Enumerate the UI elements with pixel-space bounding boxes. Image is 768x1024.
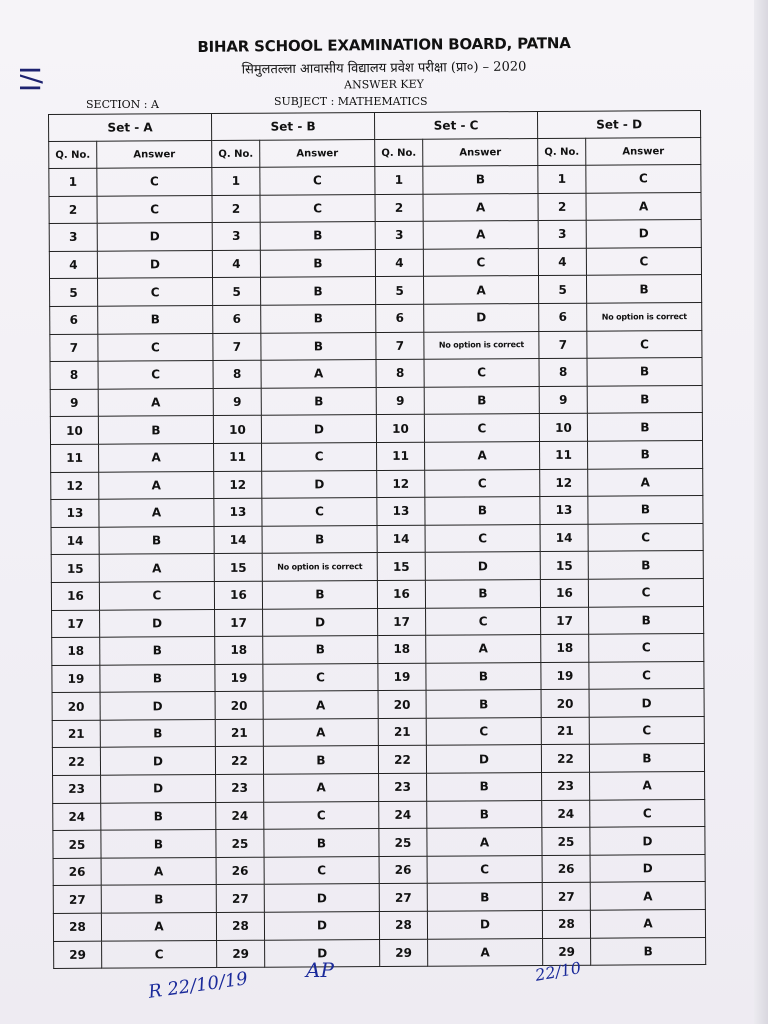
answer-set-b: B <box>263 746 378 774</box>
answer-set-c: A <box>425 441 540 469</box>
answer-set-a: B <box>98 416 213 444</box>
answer-set-a: D <box>97 250 212 278</box>
question-number-set-c: 15 <box>377 553 425 581</box>
column-header-row <box>49 138 701 169</box>
question-number-set-c: 26 <box>379 856 427 884</box>
table-row <box>50 275 702 307</box>
answer-set-d: B <box>588 440 703 468</box>
answer-set-a: C <box>98 333 213 361</box>
answer-set-d: C <box>589 634 704 662</box>
answer-set-c: B <box>426 662 541 690</box>
answer-header: Answer <box>97 141 212 169</box>
table-row <box>53 827 705 859</box>
answer-set-c: B <box>425 497 540 525</box>
set-c-header: Set - C <box>375 112 538 140</box>
table-row <box>53 854 705 886</box>
answer-set-b: B <box>260 222 375 250</box>
question-number-set-c: 16 <box>377 580 425 608</box>
question-number-set-a: 23 <box>53 775 101 803</box>
table-row <box>53 799 705 831</box>
set-header-row <box>49 111 701 142</box>
question-number-set-c: 18 <box>378 635 426 663</box>
answer-set-c: A <box>427 828 542 856</box>
answer-set-a: B <box>100 664 215 692</box>
answer-table <box>48 110 706 969</box>
answer-set-d: B <box>589 606 704 634</box>
question-number-set-b: 25 <box>216 829 264 857</box>
answer-set-d: C <box>588 523 703 551</box>
answer-set-d: C <box>590 799 705 827</box>
answer-set-b: A <box>263 691 378 719</box>
answer-set-c: C <box>423 248 538 276</box>
question-number-set-c: 7 <box>376 332 424 360</box>
answer-set-d: B <box>587 413 702 441</box>
answer-set-a: C <box>98 361 213 389</box>
answer-set-c: B <box>423 166 538 194</box>
answer-set-b: A <box>261 360 376 388</box>
answer-set-c: A <box>423 221 538 249</box>
question-number-set-c: 20 <box>378 690 426 718</box>
answer-set-c: B <box>426 690 541 718</box>
question-number-set-d: 15 <box>540 552 588 580</box>
answer-set-b: A <box>263 718 378 746</box>
answer-set-b: C <box>263 663 378 691</box>
answer-set-d: D <box>586 220 701 248</box>
answer-set-a: C <box>99 581 214 609</box>
table-row <box>49 247 701 279</box>
question-number-set-a: 24 <box>53 803 101 831</box>
question-number-set-a: 9 <box>50 389 98 417</box>
margin-handwritten-mark: I/I <box>14 66 47 92</box>
answer-set-a: B <box>101 802 216 830</box>
question-number-set-c: 1 <box>375 166 423 194</box>
answer-set-d: C <box>589 716 704 744</box>
question-number-set-d: 7 <box>539 331 587 359</box>
answer-set-b: C <box>260 167 375 195</box>
question-number-set-a: 13 <box>51 499 99 527</box>
question-number-set-c: 29 <box>380 939 428 967</box>
answer-set-a: C <box>102 940 217 968</box>
question-number-set-a: 11 <box>51 444 99 472</box>
question-number-set-c: 8 <box>376 359 424 387</box>
answer-set-b: B <box>261 332 376 360</box>
table-row <box>50 385 702 417</box>
question-number-set-b: 4 <box>212 250 260 278</box>
table-row <box>51 440 703 472</box>
table-row <box>53 910 705 942</box>
answer-set-b: D <box>264 912 379 940</box>
question-number-set-d: 10 <box>539 414 587 442</box>
table-row <box>49 192 701 224</box>
question-number-set-a: 6 <box>50 306 98 334</box>
question-number-set-b: 3 <box>212 222 260 250</box>
question-number-set-c: 10 <box>376 415 424 443</box>
question-number-set-b: 27 <box>216 885 264 913</box>
question-number-set-d: 21 <box>541 717 589 745</box>
question-number-set-b: 26 <box>216 857 264 885</box>
answer-set-b: D <box>261 415 376 443</box>
table-row <box>52 606 704 638</box>
question-number-set-d: 12 <box>540 469 588 497</box>
table-row <box>52 661 704 693</box>
answer-set-a: B <box>101 830 216 858</box>
answer-set-b: B <box>261 387 376 415</box>
question-number-set-c: 22 <box>378 746 426 774</box>
table-row <box>50 358 702 390</box>
question-number-set-c: 24 <box>379 801 427 829</box>
answer-set-d: B <box>589 744 704 772</box>
answer-set-b: B <box>260 249 375 277</box>
question-number-set-d: 14 <box>540 524 588 552</box>
q-no-header: Q. No. <box>538 138 586 165</box>
question-number-set-c: 9 <box>376 387 424 415</box>
table-row <box>51 468 703 500</box>
question-number-set-a: 27 <box>53 886 101 914</box>
question-number-set-d: 13 <box>540 496 588 524</box>
answer-set-a: A <box>99 554 214 582</box>
question-number-set-b: 13 <box>214 498 262 526</box>
answer-set-c: D <box>424 303 539 331</box>
question-number-set-b: 12 <box>214 471 262 499</box>
question-number-set-d: 11 <box>540 441 588 469</box>
question-number-set-a: 28 <box>53 913 101 941</box>
question-number-set-b: 24 <box>216 802 264 830</box>
question-number-set-a: 5 <box>50 279 98 307</box>
answer-set-c: D <box>426 745 541 773</box>
official-signature: 22/10 <box>533 958 583 985</box>
answer-set-a: C <box>98 278 213 306</box>
question-number-set-c: 12 <box>377 470 425 498</box>
answer-set-d: B <box>591 937 706 965</box>
answer-set-b: A <box>264 774 379 802</box>
document-type: ANSWER KEY <box>344 77 424 92</box>
table-row <box>52 744 704 776</box>
answer-set-b: C <box>260 194 375 222</box>
section-label: SECTION : A <box>86 98 159 111</box>
question-number-set-b: 22 <box>215 747 263 775</box>
answer-set-c: No option is correct <box>424 331 539 359</box>
answer-set-c: A <box>424 276 539 304</box>
answer-set-d: B <box>588 496 703 524</box>
question-number-set-a: 17 <box>52 610 100 638</box>
answer-set-d: A <box>590 910 705 938</box>
question-number-set-b: 6 <box>213 305 261 333</box>
answer-set-a: A <box>101 857 216 885</box>
answer-set-b: D <box>262 470 377 498</box>
question-number-set-b: 29 <box>217 940 265 968</box>
question-number-set-a: 8 <box>50 361 98 389</box>
answer-set-d: B <box>587 275 702 303</box>
question-number-set-a: 16 <box>51 582 99 610</box>
answer-set-d: A <box>590 882 705 910</box>
table-row <box>53 772 705 804</box>
answer-set-b: C <box>262 498 377 526</box>
answer-set-c: C <box>424 414 539 442</box>
answer-set-d: A <box>588 468 703 496</box>
question-number-set-d: 22 <box>541 745 589 773</box>
table-row <box>54 937 706 969</box>
question-number-set-a: 18 <box>52 637 100 665</box>
answer-header: Answer <box>260 140 375 168</box>
answer-set-c: C <box>425 524 540 552</box>
paper-edge <box>754 0 768 1024</box>
answer-set-a: B <box>98 305 213 333</box>
answer-set-a: B <box>101 885 216 913</box>
question-number-set-a: 10 <box>50 417 98 445</box>
question-number-set-c: 21 <box>378 718 426 746</box>
question-number-set-a: 22 <box>52 748 100 776</box>
table-row <box>51 523 703 555</box>
question-number-set-c: 11 <box>377 442 425 470</box>
answer-set-c: C <box>427 855 542 883</box>
answer-set-b: C <box>264 801 379 829</box>
answer-set-d: B <box>587 358 702 386</box>
answer-set-d: C <box>586 165 701 193</box>
question-number-set-b: 14 <box>214 526 262 554</box>
answer-set-b: C <box>262 442 377 470</box>
q-no-header: Q. No. <box>375 139 423 166</box>
answer-set-c: C <box>426 717 541 745</box>
table-row <box>50 302 702 334</box>
question-number-set-a: 29 <box>54 941 102 969</box>
question-number-set-a: 21 <box>52 720 100 748</box>
question-number-set-d: 6 <box>539 303 587 331</box>
question-number-set-b: 15 <box>214 554 262 582</box>
question-number-set-c: 17 <box>378 608 426 636</box>
question-number-set-c: 5 <box>376 277 424 305</box>
answer-set-a: B <box>100 637 215 665</box>
question-number-set-d: 17 <box>541 607 589 635</box>
question-number-set-d: 3 <box>538 220 586 248</box>
question-number-set-a: 4 <box>49 251 97 279</box>
question-number-set-a: 3 <box>49 223 97 251</box>
question-number-set-c: 4 <box>375 249 423 277</box>
answer-set-b: B <box>262 580 377 608</box>
question-number-set-b: 18 <box>215 636 263 664</box>
answer-set-d: C <box>588 578 703 606</box>
question-number-set-d: 28 <box>542 910 590 938</box>
table-row <box>51 578 703 610</box>
question-number-set-b: 19 <box>215 664 263 692</box>
question-number-set-d: 24 <box>542 800 590 828</box>
answer-set-d: D <box>590 827 705 855</box>
answer-set-a: A <box>101 913 216 941</box>
answer-set-d: C <box>587 330 702 358</box>
answer-set-d: C <box>589 661 704 689</box>
question-number-set-b: 11 <box>214 443 262 471</box>
table-row <box>53 882 705 914</box>
answer-set-b: B <box>264 829 379 857</box>
answer-header: Answer <box>423 139 538 167</box>
question-number-set-d: 8 <box>539 358 587 386</box>
question-number-set-a: 14 <box>51 527 99 555</box>
question-number-set-b: 16 <box>214 581 262 609</box>
question-number-set-a: 19 <box>52 665 100 693</box>
answer-set-d: D <box>590 854 705 882</box>
question-number-set-c: 27 <box>379 884 427 912</box>
question-number-set-a: 20 <box>52 692 100 720</box>
answer-set-d: A <box>586 192 701 220</box>
answer-header: Answer <box>586 138 701 166</box>
question-number-set-c: 19 <box>378 663 426 691</box>
question-number-set-b: 20 <box>215 691 263 719</box>
question-number-set-a: 12 <box>51 472 99 500</box>
question-number-set-d: 18 <box>541 634 589 662</box>
question-number-set-b: 10 <box>213 416 261 444</box>
set-d-header: Set - D <box>538 111 701 139</box>
table-row <box>49 165 701 197</box>
question-number-set-d: 29 <box>543 938 591 966</box>
question-number-set-a: 26 <box>53 858 101 886</box>
question-number-set-b: 28 <box>216 912 264 940</box>
answer-set-a: A <box>99 499 214 527</box>
answer-set-c: B <box>425 579 540 607</box>
answer-set-c: D <box>427 911 542 939</box>
answer-set-a: D <box>100 747 215 775</box>
question-number-set-b: 9 <box>213 388 261 416</box>
question-number-set-c: 14 <box>377 525 425 553</box>
answer-set-d: B <box>588 551 703 579</box>
answer-set-c: C <box>424 359 539 387</box>
answer-set-b: D <box>264 884 379 912</box>
question-number-set-d: 1 <box>538 165 586 193</box>
answer-set-c: B <box>427 773 542 801</box>
answer-set-c: C <box>425 469 540 497</box>
answer-set-a: A <box>99 471 214 499</box>
examiner-signature: R 22/10/19 <box>147 968 250 1003</box>
answer-set-c: C <box>426 607 541 635</box>
exam-title: सिमुलतल्ला आवासीय विद्यालय प्रवेश परीक्षा (प्रा०) – 2020 <box>241 59 527 78</box>
table-row <box>52 689 704 721</box>
question-number-set-d: 2 <box>538 193 586 221</box>
answer-set-c: A <box>426 635 541 663</box>
answer-table-wrapper <box>48 110 705 969</box>
question-number-set-d: 27 <box>542 883 590 911</box>
question-number-set-c: 25 <box>379 828 427 856</box>
table-row <box>52 716 704 748</box>
table-row <box>50 413 702 445</box>
answer-set-b: B <box>262 525 377 553</box>
question-number-set-b: 2 <box>212 195 260 223</box>
board-title: BIHAR SCHOOL EXAMINATION BOARD, PATNA <box>197 34 571 56</box>
answer-set-c: B <box>427 800 542 828</box>
answer-set-b: No option is correct <box>262 553 377 581</box>
question-number-set-c: 3 <box>375 221 423 249</box>
question-number-set-c: 23 <box>379 773 427 801</box>
question-number-set-c: 2 <box>375 194 423 222</box>
answer-set-c: B <box>427 883 542 911</box>
answer-set-d: B <box>587 385 702 413</box>
question-number-set-b: 17 <box>215 609 263 637</box>
question-number-set-b: 23 <box>216 774 264 802</box>
question-number-set-a: 1 <box>49 168 97 196</box>
question-number-set-c: 13 <box>377 497 425 525</box>
answer-set-a: C <box>97 168 212 196</box>
question-number-set-d: 26 <box>542 855 590 883</box>
answer-set-d: C <box>586 247 701 275</box>
question-number-set-a: 25 <box>53 830 101 858</box>
answer-set-b: B <box>261 277 376 305</box>
answer-set-a: A <box>99 443 214 471</box>
answer-set-b: C <box>264 856 379 884</box>
q-no-header: Q. No. <box>49 141 97 168</box>
answer-set-d: D <box>589 689 704 717</box>
question-number-set-a: 15 <box>51 555 99 583</box>
question-number-set-b: 7 <box>213 333 261 361</box>
question-number-set-b: 8 <box>213 360 261 388</box>
answer-set-b: D <box>265 939 380 967</box>
set-a-header: Set - A <box>49 114 212 142</box>
answer-set-b: B <box>263 636 378 664</box>
answer-set-c: D <box>425 552 540 580</box>
table-row <box>52 634 704 666</box>
answer-set-a: B <box>100 719 215 747</box>
answer-set-a: C <box>97 195 212 223</box>
question-number-set-d: 16 <box>540 579 588 607</box>
answer-set-a: B <box>99 526 214 554</box>
answer-set-c: B <box>424 386 539 414</box>
question-number-set-d: 23 <box>542 772 590 800</box>
table-row <box>51 496 703 528</box>
subject-label: SUBJECT : MATHEMATICS <box>274 95 428 108</box>
question-number-set-a: 7 <box>50 334 98 362</box>
answer-set-c: A <box>428 938 543 966</box>
answer-set-d: A <box>590 772 705 800</box>
question-number-set-c: 28 <box>379 911 427 939</box>
initials-signature: AP <box>306 958 334 982</box>
question-number-set-d: 25 <box>542 827 590 855</box>
question-number-set-d: 19 <box>541 662 589 690</box>
answer-set-c: A <box>423 193 538 221</box>
answer-set-a: D <box>100 609 215 637</box>
question-number-set-b: 1 <box>212 167 260 195</box>
answer-set-d: No option is correct <box>587 302 702 330</box>
answer-set-a: A <box>98 388 213 416</box>
answer-set-b: D <box>263 608 378 636</box>
question-number-set-d: 5 <box>539 276 587 304</box>
set-b-header: Set - B <box>212 113 375 141</box>
question-number-set-d: 4 <box>538 248 586 276</box>
question-number-set-d: 20 <box>541 689 589 717</box>
question-number-set-a: 2 <box>49 196 97 224</box>
question-number-set-b: 5 <box>213 278 261 306</box>
question-number-set-d: 9 <box>539 386 587 414</box>
answer-set-a: D <box>97 223 212 251</box>
table-row <box>50 330 702 362</box>
table-row <box>51 551 703 583</box>
answer-set-a: D <box>100 692 215 720</box>
table-row <box>49 220 701 252</box>
q-no-header: Q. No. <box>212 140 260 167</box>
answer-set-a: D <box>101 775 216 803</box>
question-number-set-b: 21 <box>215 719 263 747</box>
answer-table-body <box>49 165 706 969</box>
question-number-set-c: 6 <box>376 304 424 332</box>
answer-set-b: B <box>261 304 376 332</box>
